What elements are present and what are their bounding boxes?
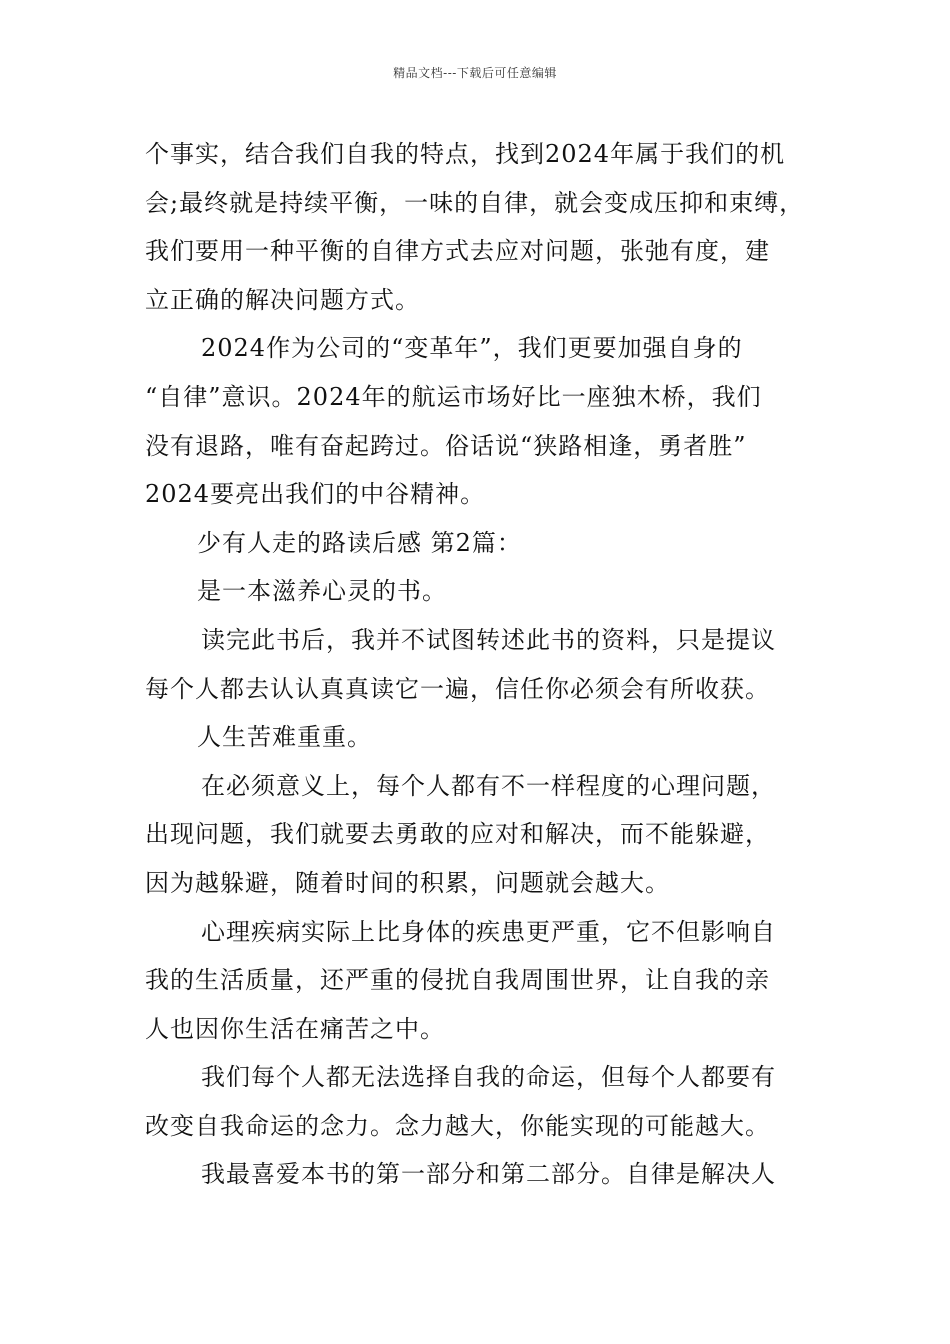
text-line: 读完此书后，我并不试图转述此书的资料，只是提议 (201, 625, 776, 654)
text-line: 因为越躲避，随着时间的积累，问题就会越大。 (145, 868, 670, 897)
text-line: “自律”意识。2024年的航运市场好比一座独木桥，我们 (145, 382, 762, 411)
document-body (145, 130, 825, 1199)
text-line: 没有退路，唯有奋起跨过。俗话说“狭路相逢，勇者胜” (145, 431, 747, 460)
text-line: 每个人都去认认真真读它一遍，信任你必须会有所收获。 (145, 674, 770, 703)
text-line: 我最喜爱本书的第一部分和第二部分。自律是解决人 (201, 1160, 776, 1189)
text-line: 是一本滋养心灵的书。 (197, 577, 447, 606)
section-heading: 少有人走的路读后感 第2篇： (197, 528, 522, 557)
text-line: 心理疾病实际上比身体的疾患更严重，它不但影响自 (201, 917, 776, 946)
text-line: 我的生活质量，还严重的侵扰自我周围世界，让自我的亲 (145, 966, 770, 995)
text-line: 2024要亮出我们的中谷精神。 (145, 480, 486, 509)
text-line: 我们每个人都无法选择自我的命运，但每个人都要有 (201, 1063, 776, 1092)
text-line: 会;最终就是持续平衡，一味的自律，就会变成压抑和束缚， (145, 188, 805, 217)
page-header: 精品文档---下载后可任意编辑 (393, 66, 557, 80)
text-line: 人生苦难重重。 (197, 723, 372, 752)
text-line: 在必须意义上，每个人都有不一样程度的心理问题， (201, 771, 776, 800)
text-line: 立正确的解决问题方式。 (145, 285, 420, 314)
text-line: 个事实，结合我们自我的特点，找到2024年属于我们的机 (145, 140, 786, 168)
text-line: 改变自我命运的念力。念力越大，你能实现的可能越大。 (145, 1111, 770, 1140)
text-line: 出现问题，我们就要去勇敢的应对和解决，而不能躲避， (145, 820, 770, 849)
text-line: 人也因你生活在痛苦之中。 (145, 1014, 445, 1043)
text-line: 2024作为公司的“变革年”，我们更要加强自身的 (201, 334, 743, 363)
text-line: 我们要用一种平衡的自律方式去应对问题，张弛有度，建 (145, 237, 770, 266)
